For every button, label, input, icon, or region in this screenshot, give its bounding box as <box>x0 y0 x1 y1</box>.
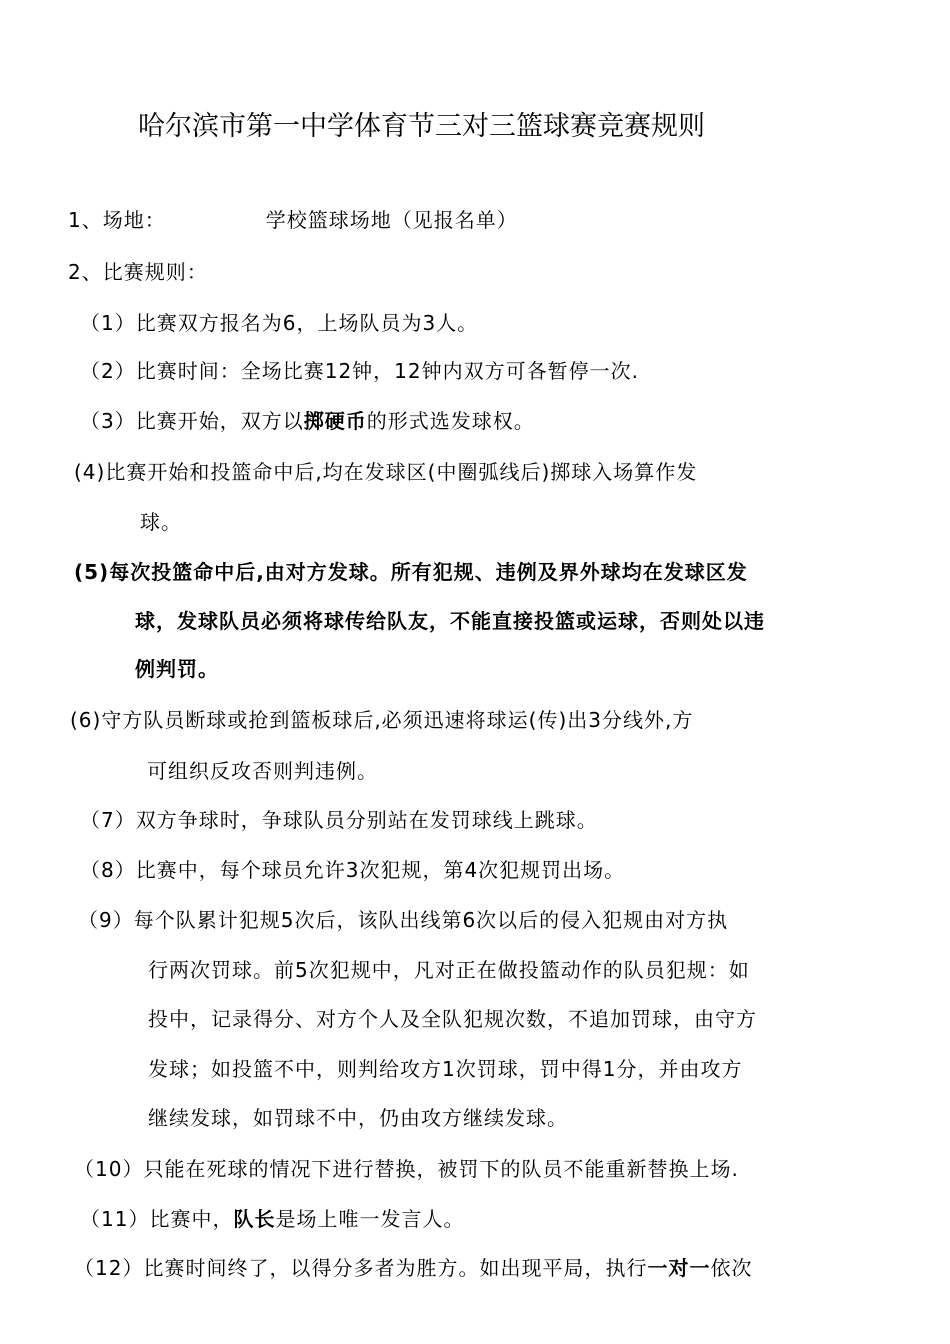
rule-8: （8）比赛中，每个球员允许3次犯规，第4次犯规罚出场。 <box>80 858 626 882</box>
section-1-value: 学校篮球场地（见报名单） <box>265 208 518 232</box>
section-1-label: 场地： <box>102 208 166 232</box>
rule-3-post: 的形式选发球权。 <box>366 409 535 433</box>
rule-11 <box>80 1205 464 1233</box>
rule-12 <box>74 1254 752 1282</box>
rule-5-line-1: (5)每次投篮命中后,由对方发球。所有犯规、违例及界外球均在发球区发 <box>74 560 748 584</box>
section-1 <box>68 206 518 234</box>
document-title: 哈尔滨市第一中学体育节三对三篮球赛竞赛规则 <box>138 111 705 142</box>
rule-4-line-2: 球。 <box>140 510 182 534</box>
rule-11-pre: （11）比赛中， <box>80 1207 234 1231</box>
rule-12-bold: 一对一 <box>647 1256 711 1280</box>
rule-3 <box>80 407 535 435</box>
rule-6-line-1: (6)守方队员断球或抢到篮板球后,必须迅速将球运(传)出3分线外,方 <box>70 708 694 732</box>
rule-9-line-2: 行两次罚球。前5次犯规中，凡对正在做投篮动作的队员犯规：如 <box>148 958 750 982</box>
rule-6-line-2: 可组织反攻否则判违例。 <box>147 759 378 783</box>
section-1-number: 1、 <box>68 208 103 232</box>
section-2-label: 比赛规则： <box>102 260 208 284</box>
rule-10: （10）只能在死球的情况下进行替换，被罚下的队员不能重新替换上场. <box>74 1157 739 1181</box>
rule-9-line-5: 继续发球，如罚球不中，仍由攻方继续发球。 <box>148 1106 568 1130</box>
rule-9-line-3: 投中，记录得分、对方个人及全队犯规次数，不追加罚球，由守方 <box>148 1007 757 1031</box>
rule-12-pre: （12）比赛时间终了，以得分多者为胜方。如出现平局，执行 <box>74 1256 648 1280</box>
section-2-number: 2、 <box>68 260 103 284</box>
rule-9-line-1: （9）每个队累计犯规5次后，该队出线第6次以后的侵入犯规由对方执 <box>78 908 729 932</box>
rule-7: （7）双方争球时，争球队员分别站在发罚球线上跳球。 <box>80 808 598 832</box>
rule-12-post: 依次 <box>710 1256 753 1280</box>
rule-11-bold: 队长 <box>233 1207 276 1231</box>
rule-11-post: 是场上唯一发言人。 <box>275 1207 465 1231</box>
rule-3-pre: （3）比赛开始，双方以 <box>80 409 304 433</box>
rule-1: （1）比赛双方报名为6，上场队员为3人。 <box>80 311 479 335</box>
rule-9-line-4: 发球；如投篮不中，则判给攻方1次罚球，罚中得1分，并由攻方 <box>148 1057 743 1081</box>
section-2 <box>68 258 208 286</box>
rule-3-bold: 掷硬币 <box>303 409 367 433</box>
rule-4-line-1: (4)比赛开始和投篮命中后,均在发球区(中圈弧线后)掷球入场算作发 <box>74 460 698 484</box>
rule-5-line-2: 球，发球队员必须将球传给队友，不能直接投篮或运球，否则处以违 <box>135 609 765 633</box>
rule-2: （2）比赛时间：全场比赛12钟，12钟内双方可各暂停一次. <box>80 359 639 383</box>
rule-5-line-3: 例判罚。 <box>135 657 219 681</box>
